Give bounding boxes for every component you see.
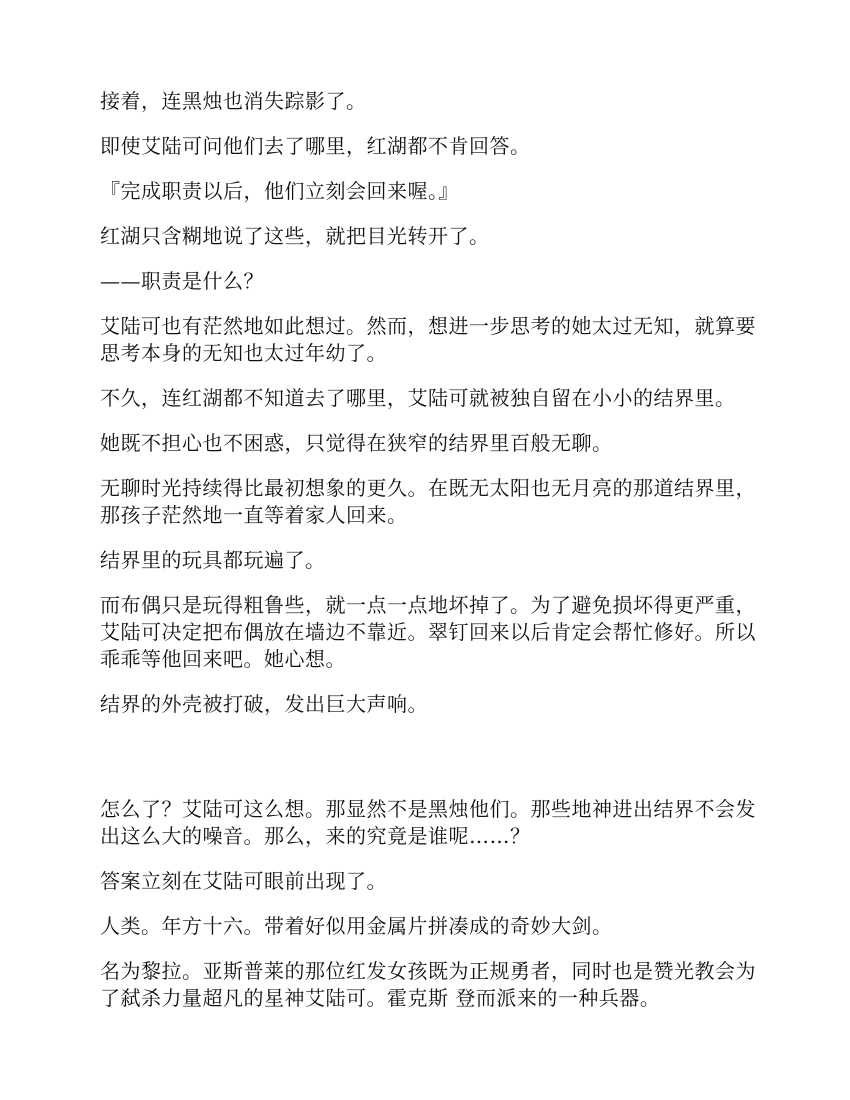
paragraph: 不久，连红湖都不知道去了哪里，艾陆可就被独自留在小小的结界里。 xyxy=(100,386,736,410)
document-body xyxy=(100,88,760,1030)
paragraph: 『完成职责以后，他们立刻会回来喔。』 xyxy=(100,179,459,203)
paragraph: 怎么了？艾陆可这么想。那显然不是黑烛他们。那些地神进出结界不会发出这么大的噪音。那么，来的究竟是谁呢……？ xyxy=(100,797,756,848)
paragraph: 无聊时光持续得比最初想象的更久。在既无太阳也无月亮的那道结界里，那孩子茫然地一直等着家人回来。 xyxy=(100,476,756,527)
paragraph: 人类。年方十六。带着好似用金属片拼凑成的奇妙大剑。 xyxy=(100,914,613,938)
paragraph: 名为黎拉。亚斯普莱的那位红发女孩既为正规勇者，同时也是赞光教会为了弑杀力量超凡的星神艾陆可。霍克斯 登而派来的一种兵器。 xyxy=(100,959,756,1010)
paragraph: 接着，连黑烛也消失踪影了。 xyxy=(100,89,367,113)
paragraph: 即使艾陆可问他们去了哪里，红湖都不肯回答。 xyxy=(100,134,531,158)
paragraph: 答案立刻在艾陆可眼前出现了。 xyxy=(100,869,387,893)
paragraph: 结界里的玩具都玩遍了。 xyxy=(100,548,326,572)
paragraph: 红湖只含糊地说了这些，就把目光转开了。 xyxy=(100,224,490,248)
scene-break xyxy=(100,736,760,796)
paragraph: 她既不担心也不困惑，只觉得在狭窄的结界里百般无聊。 xyxy=(100,431,613,455)
paragraph: 而布偶只是玩得粗鲁些，就一点一点地坏掉了。为了避免损坏得更严重，艾陆可决定把布偶放在墙边不靠近。翠钉回来以后肯定会帮忙修好。所以乖乖等他回来吧。她心想。 xyxy=(100,593,756,671)
paragraph: 结界的外壳被打破，发出巨大声响。 xyxy=(100,692,428,716)
paragraph: ——职责是什么？ xyxy=(100,269,264,293)
paragraph: 艾陆可也有茫然地如此想过。然而，想进一步思考的她太过无知，就算要思考本身的无知也太过年幼了。 xyxy=(100,314,756,365)
